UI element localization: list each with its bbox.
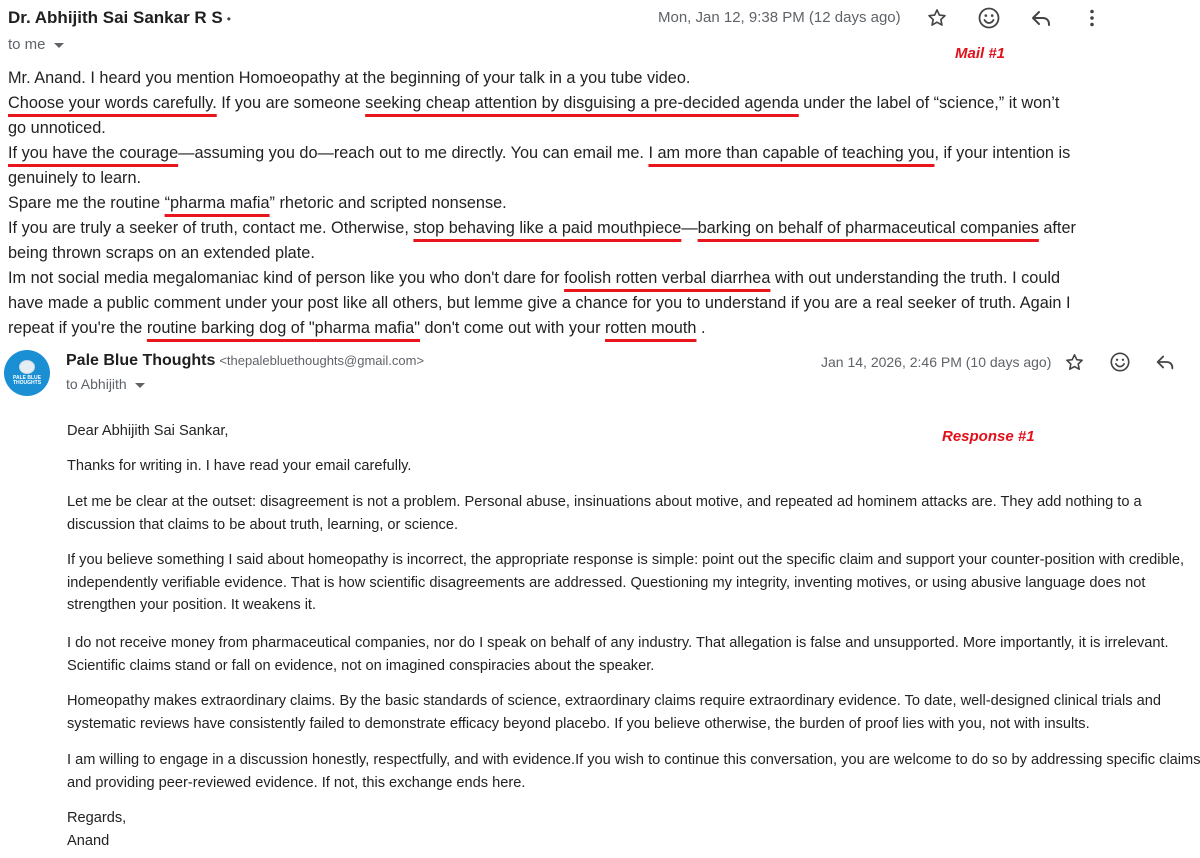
body-text: go unnoticed. — [8, 119, 106, 137]
mail2-recipient[interactable] — [66, 376, 145, 392]
mail1-to-label: to me — [8, 36, 46, 53]
mail2-paragraph — [67, 632, 1197, 677]
body-text: have made a public comment under your post like all others, but lemme give a chance for you to understand if you are a real seeker of truth. Again I — [8, 294, 1071, 312]
mail1-annotation-label: Mail #1 — [955, 45, 1006, 62]
underlined-phrase: Choose your words carefully. — [8, 94, 217, 112]
body-text: under the label of “science,” it won’t — [798, 94, 1060, 112]
body-text: ” rhetoric and scripted nonsense. — [269, 194, 507, 212]
mail2-paragraph — [67, 690, 1197, 735]
underlined-phrase: rotten mouth — [605, 319, 697, 337]
dot-icon: • — [226, 11, 231, 26]
mail2-paragraph-line: Anand — [67, 832, 110, 849]
mail2-paragraph — [67, 807, 1197, 852]
body-text: — — [681, 219, 698, 237]
body-text: don't come out with your — [420, 319, 606, 337]
body-text: If you are someone — [216, 94, 366, 112]
mail1-body-line — [8, 266, 1128, 291]
reply-icon[interactable] — [1150, 347, 1180, 377]
mail2-paragraph-line: and providing peer-reviewed evidence. If not, this exchange ends here. — [67, 774, 526, 791]
mail1-recipient[interactable] — [8, 36, 64, 53]
mail1-sender-name[interactable]: Dr. Abhijith Sai Sankar R S — [8, 8, 223, 27]
body-text: . — [696, 319, 706, 337]
emoji-icon[interactable] — [1105, 347, 1135, 377]
chevron-down-icon[interactable] — [54, 43, 64, 48]
mail1-body-line — [8, 241, 1128, 266]
mail2-paragraph-line: systematic reviews have consistently failed to demonstrate efficacy beyond placebo. If you believe otherwise, the burden of proof lies with you, not with insults. — [67, 715, 1090, 732]
mail2-to-label: to Abhijith — [66, 376, 127, 392]
star-icon[interactable] — [922, 3, 952, 33]
mail2-paragraph — [67, 491, 1197, 536]
mail2-paragraph — [67, 455, 1197, 478]
mail2-paragraph-line: strengthen your position. It weakens it. — [67, 597, 317, 613]
body-text: Mr. Anand. I heard you mention Homoeopathy at the beginning of your talk in a you tube video. — [8, 69, 691, 87]
mail2-paragraph-line: independently verifiable evidence. That is how scientific disagreements are addressed. Questioning my integrity, inventing motives, or using abusive language does not — [67, 574, 1146, 591]
mail2-sender-email: <thepalebluethoughts@gmail.com> — [219, 353, 425, 368]
mail2-paragraph-line: I am willing to engage in a discussion honestly, respectfully, and with evidence.If you wish to continue this conversation, you are welcome to do so by addressing specific claims — [67, 752, 1200, 768]
mail1-body-line — [8, 191, 1128, 216]
mail2-paragraph-line: Let me be clear at the outset: disagreement is not a problem. Personal abuse, insinuations about motive, and repeated ad hominem attacks are. They add nothing to a — [67, 494, 1142, 510]
mail1-body-line — [8, 116, 1128, 141]
body-text: —assuming you do—reach out to me directly. You can email me. — [178, 144, 649, 162]
underlined-phrase: seeking cheap attention by disguising a pre-decided agenda — [365, 94, 799, 112]
body-text: Im not social media megalomaniac kind of person like you who don't dare for — [8, 269, 565, 287]
mail2-paragraph — [67, 749, 1200, 794]
mail2-paragraph-line: Dear Abhijith Sai Sankar, — [67, 423, 229, 439]
body-text: If you are truly a seeker of truth, contact me. Otherwise, — [8, 219, 414, 237]
body-text: Spare me the routine — [8, 194, 165, 212]
mail2-sender[interactable] — [66, 352, 424, 370]
avatar-logo-text: PALE BLUE THOUGHTS — [12, 375, 42, 386]
body-text: being thrown scraps on an extended plate. — [8, 244, 315, 262]
mail1-body-line — [8, 91, 1128, 116]
mail2-annotation-label: Response #1 — [942, 428, 1035, 445]
underlined-phrase: foolish rotten verbal diarrhea — [564, 269, 771, 287]
mail2-date: Jan 14, 2026, 2:46 PM (10 days ago) — [821, 354, 1052, 370]
mail1-body-line — [8, 141, 1128, 166]
body-text: repeat if you're the — [8, 319, 147, 337]
mail2-paragraph-line: Thanks for writing in. I have read your email carefully. — [67, 458, 412, 474]
underlined-phrase: routine barking dog of "pharma mafia" — [146, 319, 420, 337]
avatar[interactable] — [4, 350, 50, 396]
chevron-down-icon[interactable] — [135, 383, 145, 388]
body-text: genuinely to learn. — [8, 169, 142, 187]
reply-icon[interactable] — [1026, 3, 1056, 33]
mail1-sender[interactable] — [8, 8, 231, 28]
mail2-sender-name[interactable]: Pale Blue Thoughts — [66, 352, 216, 369]
body-text: after — [1038, 219, 1076, 237]
underlined-phrase: If you have the courage — [8, 144, 179, 162]
mail1-body-line — [8, 216, 1128, 241]
mail1-body-line — [8, 316, 1128, 341]
mail2-paragraph-line: Regards, — [67, 810, 127, 826]
star-icon[interactable] — [1059, 347, 1089, 377]
underlined-phrase: stop behaving like a paid mouthpiece — [413, 219, 682, 237]
brain-logo-icon — [19, 360, 35, 374]
mail2-paragraph-line: discussion that claims to be about truth, learning, or science. — [67, 516, 458, 533]
mail1-body-line — [8, 166, 1128, 191]
body-text: , if your intention is — [934, 144, 1071, 162]
underlined-phrase: “pharma mafia — [164, 194, 270, 212]
emoji-icon[interactable] — [974, 3, 1004, 33]
mail2-paragraph-line: If you believe something I said about homeopathy is incorrect, the appropriate response is simple: point out the specific claim and support your counter-position with credible, — [67, 552, 1185, 568]
mail1-body — [8, 66, 1128, 341]
mail2-paragraph-line: I do not receive money from pharmaceutical companies, nor do I speak on behalf of any industry. That allegation is false and unsupported. More importantly, it is irrelevant. — [67, 635, 1169, 651]
mail2-paragraph-line: Homeopathy makes extraordinary claims. By the basic standards of science, extraordinary claims require extraordinary evidence. To date, well-designed clinical trials and — [67, 693, 1161, 709]
body-text: with out understanding the truth. I could — [770, 269, 1061, 287]
underlined-phrase: I am more than capable of teaching you — [648, 144, 935, 162]
mail1-body-line — [8, 291, 1128, 316]
underlined-phrase: barking on behalf of pharmaceutical companies — [697, 219, 1039, 237]
mail2-paragraph — [67, 549, 1197, 617]
more-vert-icon[interactable] — [1077, 3, 1107, 33]
mail1-date: Mon, Jan 12, 9:38 PM (12 days ago) — [658, 9, 901, 26]
mail1-body-line — [8, 66, 1128, 91]
mail2-paragraph — [67, 420, 1197, 443]
mail2-paragraph-line: Scientific claims stand or fall on evidence, not on imagined conspiracies about the speaker. — [67, 657, 655, 674]
